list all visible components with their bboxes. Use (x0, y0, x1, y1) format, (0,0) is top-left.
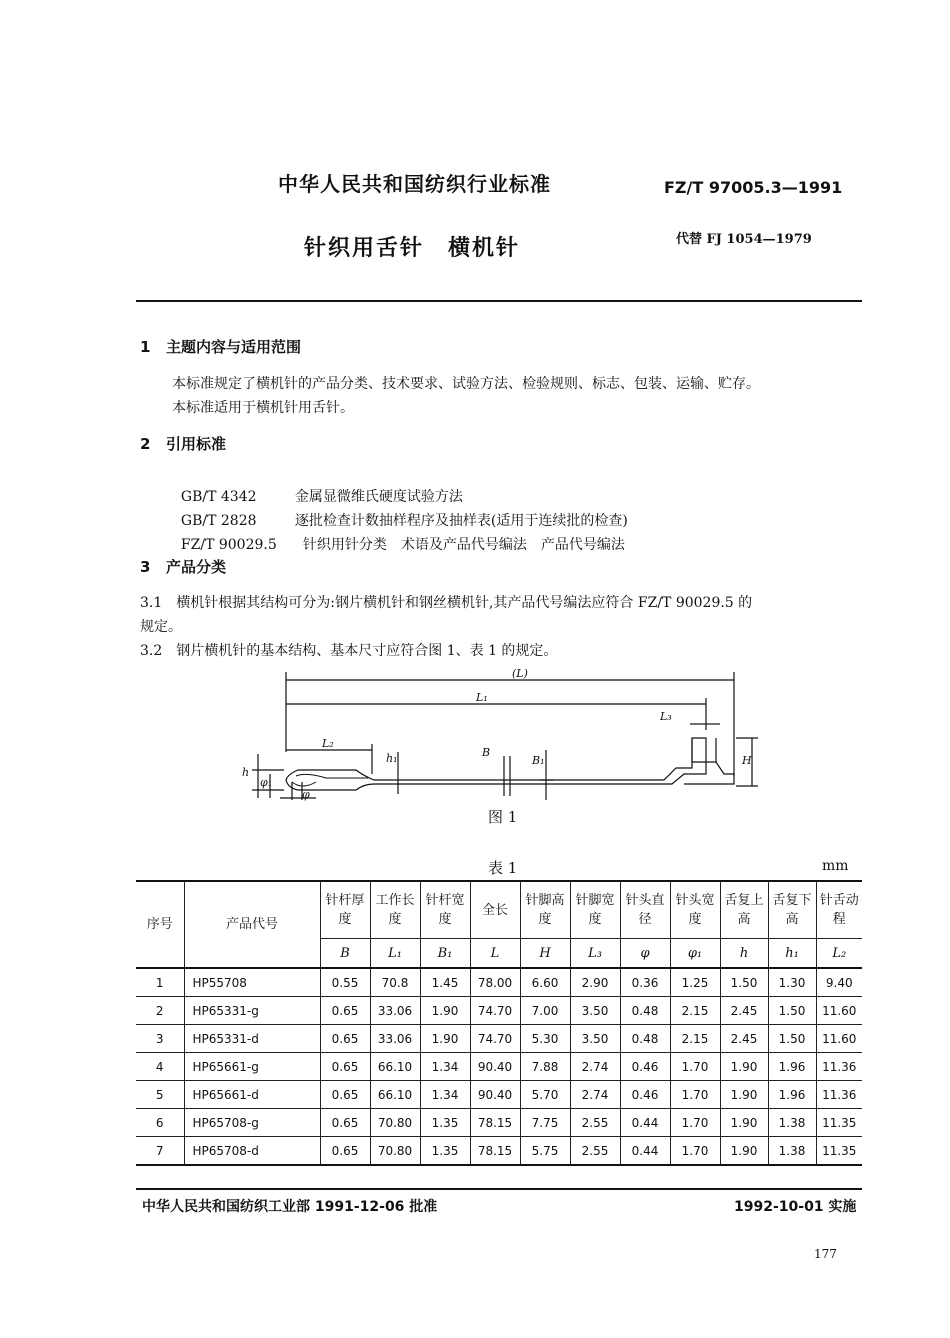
col-symbol: φ (620, 939, 670, 969)
dimension-value: 0.65 (320, 1025, 370, 1053)
dimension-value: 2.15 (670, 997, 720, 1025)
dimension-value: 1.50 (720, 968, 768, 997)
dimension-value: 1.34 (420, 1081, 470, 1109)
dimension-value: 11.36 (816, 1081, 862, 1109)
dimension-value: 11.36 (816, 1053, 862, 1081)
dimension-value: 0.65 (320, 1053, 370, 1081)
row-index: 3 (136, 1025, 184, 1053)
dimension-value: 1.50 (768, 997, 816, 1025)
dimension-value: 74.70 (470, 997, 520, 1025)
section-1-para-1: 本标准规定了横机针的产品分类、技术要求、试验方法、检验规则、标志、包装、运输、贮存。 (172, 376, 760, 392)
col-header: 针杆宽度 (420, 881, 470, 939)
table-row (136, 1109, 862, 1137)
dimension-value: 1.90 (420, 1025, 470, 1053)
dimension-value: 1.70 (670, 1053, 720, 1081)
label-H: H (742, 754, 752, 767)
product-code: HP65331-g (184, 997, 320, 1025)
product-code: HP65661-d (184, 1081, 320, 1109)
dimension-value: 0.65 (320, 1081, 370, 1109)
col-symbol: h₁ (768, 939, 816, 969)
product-code: HP65708-d (184, 1137, 320, 1166)
dimension-value: 70.8 (370, 968, 420, 997)
col-header: 针脚高度 (520, 881, 570, 939)
dimension-value: 7.75 (520, 1109, 570, 1137)
col-header: 舌复上高 (720, 881, 768, 939)
col-header: 序号 (136, 881, 184, 968)
approval-note: 中华人民共和国纺织工业部 1991-12-06 批准 (142, 1199, 438, 1215)
product-code: HP65708-g (184, 1109, 320, 1137)
product-code: HP55708 (184, 968, 320, 997)
dimension-value: 74.70 (470, 1025, 520, 1053)
label-L: (L) (512, 667, 528, 680)
col-symbol: h (720, 939, 768, 969)
label-h1: h₁ (386, 752, 398, 765)
dimension-value: 1.38 (768, 1109, 816, 1137)
dimension-value: 2.90 (570, 968, 620, 997)
reference-item: GB/T 2828 逐批检查计数抽样程序及抽样表(适用于连续批的检查) (180, 513, 628, 529)
dimension-value: 70.80 (370, 1137, 420, 1166)
header-rule (136, 300, 862, 302)
dimension-value: 66.10 (370, 1053, 420, 1081)
col-symbol: L₁ (370, 939, 420, 969)
issuing-body: 中华人民共和国纺织行业标准 (278, 172, 551, 196)
replaces-note: 代替 FJ 1054—1979 (676, 232, 812, 247)
dimension-value: 9.40 (816, 968, 862, 997)
dimension-value: 0.44 (620, 1137, 670, 1166)
section-3-heading: 3 产品分类 (140, 558, 227, 576)
dimension-value: 1.96 (768, 1081, 816, 1109)
col-symbol: L₃ (570, 939, 620, 969)
dimension-value: 11.35 (816, 1109, 862, 1137)
dimension-value: 1.45 (420, 968, 470, 997)
dimension-value: 0.65 (320, 1109, 370, 1137)
col-symbol: B₁ (420, 939, 470, 969)
col-symbol: L (470, 939, 520, 969)
row-index: 4 (136, 1053, 184, 1081)
label-phi: φ (302, 788, 310, 801)
dimension-value: 11.35 (816, 1137, 862, 1166)
dimension-value: 0.48 (620, 1025, 670, 1053)
col-header: 工作长度 (370, 881, 420, 939)
dimension-value: 3.50 (570, 997, 620, 1025)
row-index: 2 (136, 997, 184, 1025)
section-1-heading: 1 主题内容与适用范围 (140, 338, 302, 356)
clause-3-2: 3.2 钢片横机针的基本结构、基本尺寸应符合图 1、表 1 的规定。 (140, 643, 558, 659)
dimension-value: 1.70 (670, 1137, 720, 1166)
dimension-value: 2.74 (570, 1081, 620, 1109)
label-L1: L₁ (476, 691, 488, 704)
dimension-value: 1.70 (670, 1109, 720, 1137)
standard-code: FZ/T 97005.3—1991 (664, 178, 843, 197)
dimension-value: 3.50 (570, 1025, 620, 1053)
dimension-value: 5.70 (520, 1081, 570, 1109)
dimension-value: 6.60 (520, 968, 570, 997)
dimension-value: 0.65 (320, 997, 370, 1025)
needle-outline (286, 738, 706, 790)
dimension-value: 66.10 (370, 1081, 420, 1109)
figure-caption: 图 1 (488, 808, 518, 826)
dimension-value: 1.35 (420, 1137, 470, 1166)
dimension-value: 11.60 (816, 1025, 862, 1053)
dimension-value: 1.90 (720, 1081, 768, 1109)
dimension-value: 2.55 (570, 1137, 620, 1166)
dimension-table (136, 880, 862, 1166)
col-symbol: φ₁ (670, 939, 720, 969)
dimension-value: 0.48 (620, 997, 670, 1025)
dimension-value: 2.45 (720, 1025, 768, 1053)
dimension-value: 7.00 (520, 997, 570, 1025)
table-row (136, 1053, 862, 1081)
dimension-value: 1.90 (420, 997, 470, 1025)
dimension-value: 0.46 (620, 1081, 670, 1109)
reference-item: GB/T 4342 金属显微维氏硬度试验方法 (180, 489, 463, 505)
clause-3-1: 3.1 横机针根据其结构可分为:钢片横机针和钢丝横机针,其产品代号编法应符合 FZ/T 90029.5 的 (140, 595, 753, 611)
needle-butt (692, 738, 716, 762)
dimension-value: 1.50 (768, 1025, 816, 1053)
dimension-value: 1.34 (420, 1053, 470, 1081)
dimension-value: 78.15 (470, 1109, 520, 1137)
footer-rule (136, 1188, 862, 1190)
label-L2: L₂ (322, 737, 334, 750)
label-h: h (242, 766, 250, 779)
row-index: 1 (136, 968, 184, 997)
dimension-value: 0.55 (320, 968, 370, 997)
col-header: 针脚宽度 (570, 881, 620, 939)
table-caption: 表 1 (488, 859, 518, 877)
label-B: B (482, 746, 491, 759)
dimension-value: 33.06 (370, 1025, 420, 1053)
dimension-value: 1.35 (420, 1109, 470, 1137)
row-index: 7 (136, 1137, 184, 1166)
dimension-value: 11.60 (816, 997, 862, 1025)
product-code: HP65331-d (184, 1025, 320, 1053)
table-unit: mm (822, 858, 849, 874)
col-header: 产品代号 (184, 881, 320, 968)
col-symbol: B (320, 939, 370, 969)
implementation-date: 1992-10-01 实施 (734, 1199, 857, 1215)
dimension-value: 2.55 (570, 1109, 620, 1137)
dimension-value: 2.74 (570, 1053, 620, 1081)
table-row (136, 1081, 862, 1109)
label-phi1: φ₁ (260, 776, 273, 789)
dimension-value: 1.90 (720, 1109, 768, 1137)
table-row (136, 1137, 862, 1166)
col-header: 全长 (470, 881, 520, 939)
col-symbol: H (520, 939, 570, 969)
col-header: 针头直径 (620, 881, 670, 939)
table-row (136, 1025, 862, 1053)
section-2-heading: 2 引用标准 (140, 435, 227, 453)
dimension-value: 0.44 (620, 1109, 670, 1137)
dimension-value: 0.65 (320, 1137, 370, 1166)
dimension-value: 1.96 (768, 1053, 816, 1081)
section-1-para-2: 本标准适用于横机针用舌针。 (172, 400, 354, 416)
col-header: 针舌动程 (816, 881, 862, 939)
product-code: HP65661-g (184, 1053, 320, 1081)
row-index: 6 (136, 1109, 184, 1137)
dimension-value: 78.15 (470, 1137, 520, 1166)
dimension-value: 1.90 (720, 1053, 768, 1081)
label-L3: L₃ (660, 710, 672, 723)
page-number: 177 (814, 1247, 837, 1261)
dimension-value: 78.00 (470, 968, 520, 997)
document-title: 针织用舌针 横机针 (304, 236, 521, 261)
dimension-value: 1.25 (670, 968, 720, 997)
col-header: 舌复下高 (768, 881, 816, 939)
table-header-row (136, 881, 862, 939)
col-header: 针杆厚度 (320, 881, 370, 939)
dimension-value: 1.30 (768, 968, 816, 997)
dimension-value: 1.90 (720, 1137, 768, 1166)
clause-3-1-cont: 规定。 (140, 619, 182, 635)
table-row (136, 997, 862, 1025)
dimension-value: 5.30 (520, 1025, 570, 1053)
dimension-value: 2.45 (720, 997, 768, 1025)
dimension-value: 90.40 (470, 1053, 520, 1081)
dimension-value: 1.70 (670, 1081, 720, 1109)
col-header: 针头宽度 (670, 881, 720, 939)
needle-latch (296, 774, 368, 778)
needle-diagram (236, 664, 776, 804)
col-symbol: L₂ (816, 939, 862, 969)
dimension-value: 1.38 (768, 1137, 816, 1166)
dimension-value: 33.06 (370, 997, 420, 1025)
row-index: 5 (136, 1081, 184, 1109)
table-row (136, 968, 862, 997)
dimension-value: 0.46 (620, 1053, 670, 1081)
dimension-value: 90.40 (470, 1081, 520, 1109)
dimension-value: 70.80 (370, 1109, 420, 1137)
label-B1: B₁ (532, 754, 545, 767)
dimension-value: 2.15 (670, 1025, 720, 1053)
reference-item: FZ/T 90029.5 针织用针分类 术语及产品代号编法 产品代号编法 (180, 537, 625, 553)
dimension-value: 7.88 (520, 1053, 570, 1081)
dimension-value: 0.36 (620, 968, 670, 997)
dimension-value: 5.75 (520, 1137, 570, 1166)
